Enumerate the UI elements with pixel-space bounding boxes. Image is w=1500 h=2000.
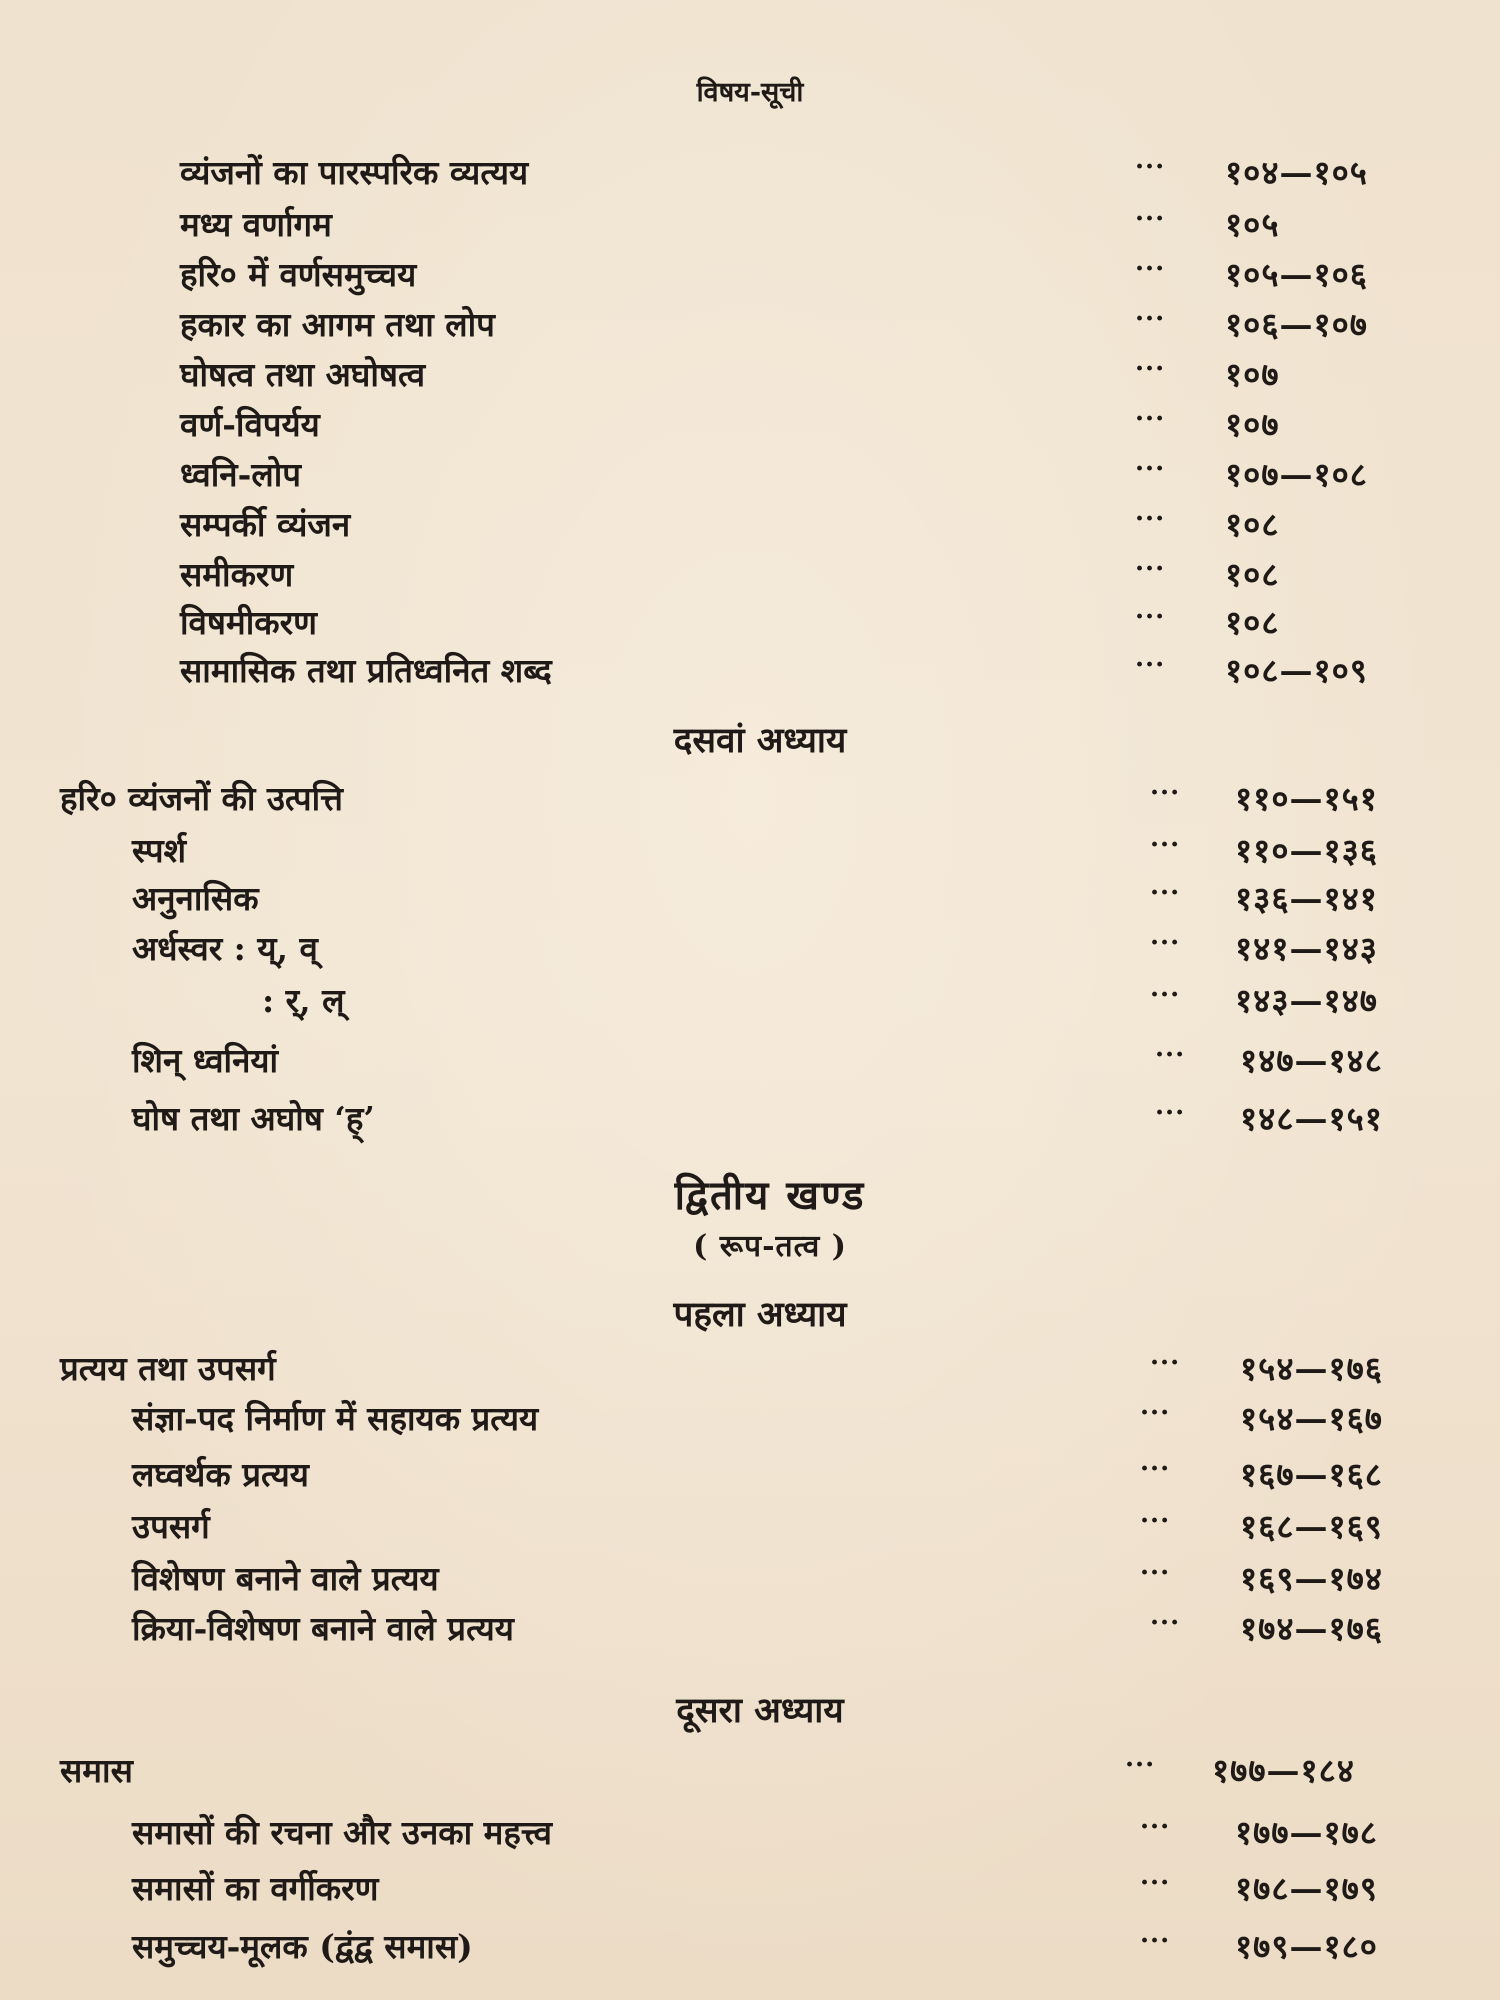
toc-entry [0, 926, 1500, 972]
entry-label: शिन् ध्वनियां [132, 1041, 279, 1080]
entry-label: घोषत्व तथा अघोषत्व [180, 355, 426, 394]
chapter-heading: दसवां अध्याय [673, 720, 847, 761]
entry-pages: १६९—१७४ [1240, 1559, 1383, 1598]
entry-label: व्यंजनों का पारस्परिक व्यत्यय [180, 153, 529, 192]
toc-entry [0, 648, 1500, 694]
entry-pages: १४३—१४७ [1235, 981, 1378, 1020]
toc-entry [0, 150, 1500, 196]
toc-entry [0, 402, 1500, 448]
entry-label: लघ्वर्थक प्रत्यय [132, 1455, 309, 1494]
entry-label: हकार का आगम तथा लोप [180, 305, 495, 344]
entry-label: प्रत्यय तथा उपसर्ग [60, 1349, 276, 1388]
entry-pages: १६८—१६९ [1240, 1507, 1383, 1546]
toc-entry [0, 1504, 1500, 1550]
chapter-heading: दूसरा अध्याय [676, 1690, 844, 1731]
entry-label: क्रिया-विशेषण बनाने वाले प्रत्यय [132, 1609, 514, 1648]
entry-pages: १०७ [1225, 355, 1280, 394]
leader-dots: ··· [1135, 554, 1166, 584]
toc-entry [0, 302, 1500, 348]
leader-dots: ··· [1135, 650, 1166, 680]
leader-dots: ··· [1150, 980, 1181, 1010]
entry-label: घोष तथा अघोष ‘ह्’ [132, 1099, 375, 1138]
leader-dots: ··· [1140, 1398, 1171, 1428]
entry-pages: १७९—१८० [1235, 1927, 1378, 1966]
entry-label: समीकरण [180, 555, 294, 594]
leader-dots: ··· [1150, 1608, 1181, 1638]
toc-entry [0, 1396, 1500, 1442]
entry-pages: १०७ [1225, 405, 1280, 444]
toc-entry [0, 1556, 1500, 1602]
toc-entry [0, 1038, 1500, 1084]
leader-dots: ··· [1125, 1750, 1156, 1780]
leader-dots: ··· [1135, 152, 1166, 182]
entry-pages: ११०—१३६ [1235, 831, 1378, 870]
leader-dots: ··· [1150, 878, 1181, 908]
entry-pages: १३६—१४१ [1235, 879, 1378, 918]
entry-pages: १७७—१८४ [1212, 1751, 1355, 1790]
toc-entry [0, 1810, 1500, 1856]
entry-pages: १०८ [1225, 505, 1280, 544]
entry-label: विषमीकरण [180, 603, 317, 642]
toc-entry [0, 1452, 1500, 1498]
leader-dots: ··· [1150, 778, 1181, 808]
entry-label: हरि० में वर्णसमुच्चय [180, 255, 417, 294]
entry-label: समासों की रचना और उनका महत्त्व [132, 1813, 552, 1852]
page-header: विषय-सूची [696, 77, 804, 108]
leader-dots: ··· [1135, 254, 1166, 284]
leader-dots: ··· [1150, 830, 1181, 860]
leader-dots: ··· [1140, 1506, 1171, 1536]
entry-pages: १७७—१७८ [1235, 1813, 1378, 1852]
entry-label: उपसर्ग [132, 1507, 210, 1546]
section-heading: द्वितीय खण्ड [674, 1172, 866, 1219]
chapter-heading: पहला अध्याय [673, 1294, 847, 1335]
toc-entry [0, 352, 1500, 398]
entry-pages: १६७—१६८ [1240, 1455, 1383, 1494]
toc-entry [0, 1924, 1500, 1970]
entry-label: समुच्चय-मूलक (द्वंद्व समास) [132, 1927, 473, 1966]
entry-label: वर्ण-विपर्यय [180, 405, 320, 444]
leader-dots: ··· [1135, 304, 1166, 334]
entry-pages: १४८—१५१ [1240, 1099, 1383, 1138]
leader-dots: ··· [1140, 1812, 1171, 1842]
leader-dots: ··· [1135, 354, 1166, 384]
entry-label: विशेषण बनाने वाले प्रत्यय [132, 1559, 439, 1598]
toc-entry [0, 1096, 1500, 1142]
leader-dots: ··· [1150, 1348, 1181, 1378]
entry-pages: १०५ [1225, 205, 1280, 244]
entry-pages: १५४—१७६ [1240, 1349, 1383, 1388]
leader-dots: ··· [1140, 1926, 1171, 1956]
leader-dots: ··· [1155, 1040, 1186, 1070]
entry-pages: १०७—१०८ [1225, 455, 1368, 494]
toc-entry [0, 502, 1500, 548]
entry-label: मध्य वर्णागम [180, 205, 332, 244]
entry-label: सामासिक तथा प्रतिध्वनित शब्द [180, 651, 552, 690]
leader-dots: ··· [1135, 602, 1166, 632]
leader-dots: ··· [1155, 1098, 1186, 1128]
toc-entry [0, 1866, 1500, 1912]
toc-entry [0, 252, 1500, 298]
toc-entry [0, 1606, 1500, 1652]
entry-label: स्पर्श [132, 831, 187, 870]
entry-label: संज्ञा-पद निर्माण में सहायक प्रत्यय [132, 1399, 539, 1438]
toc-entry [0, 452, 1500, 498]
entry-label: अनुनासिक [132, 879, 259, 918]
entry-label: समास [60, 1751, 133, 1790]
toc-entry [0, 552, 1500, 598]
entry-pages: १०८ [1225, 603, 1280, 642]
entry-pages: १७४—१७६ [1240, 1609, 1383, 1648]
leader-dots: ··· [1135, 204, 1166, 234]
entry-pages: १०८ [1225, 555, 1280, 594]
entry-label: : र्, ल् [262, 981, 345, 1020]
entry-label: समासों का वर्गीकरण [132, 1869, 379, 1908]
entry-pages: १५४—१६७ [1240, 1399, 1383, 1438]
entry-pages: १०४—१०५ [1225, 153, 1368, 192]
leader-dots: ··· [1135, 454, 1166, 484]
toc-entry [0, 600, 1500, 646]
entry-pages: १०६—१०७ [1225, 305, 1368, 344]
entry-label: ध्वनि-लोप [180, 455, 301, 494]
leader-dots: ··· [1135, 504, 1166, 534]
toc-entry [0, 1748, 1500, 1794]
entry-pages: १४१—१४३ [1235, 929, 1378, 968]
toc-entry [0, 876, 1500, 922]
entry-pages: १७८—१७९ [1235, 1869, 1378, 1908]
toc-entry [0, 776, 1500, 822]
leader-dots: ··· [1135, 404, 1166, 434]
leader-dots: ··· [1150, 928, 1181, 958]
toc-entry [0, 1346, 1500, 1392]
leader-dots: ··· [1140, 1558, 1171, 1588]
leader-dots: ··· [1140, 1868, 1171, 1898]
entry-label: सम्पर्की व्यंजन [180, 505, 351, 544]
entry-pages: ११०—१५१ [1235, 779, 1378, 818]
section-subheading: ( रूप-तत्व ) [693, 1229, 847, 1264]
entry-pages: १०५—१०६ [1225, 255, 1368, 294]
toc-entry [0, 828, 1500, 874]
toc-entry [0, 202, 1500, 248]
entry-pages: १४७—१४८ [1240, 1041, 1383, 1080]
entry-pages: १०८—१०९ [1225, 651, 1368, 690]
toc-entry [0, 978, 1500, 1024]
entry-label: हरि० व्यंजनों की उत्पत्ति [60, 779, 343, 818]
entry-label: अर्धस्वर : य्, व् [132, 929, 318, 968]
leader-dots: ··· [1140, 1454, 1171, 1484]
